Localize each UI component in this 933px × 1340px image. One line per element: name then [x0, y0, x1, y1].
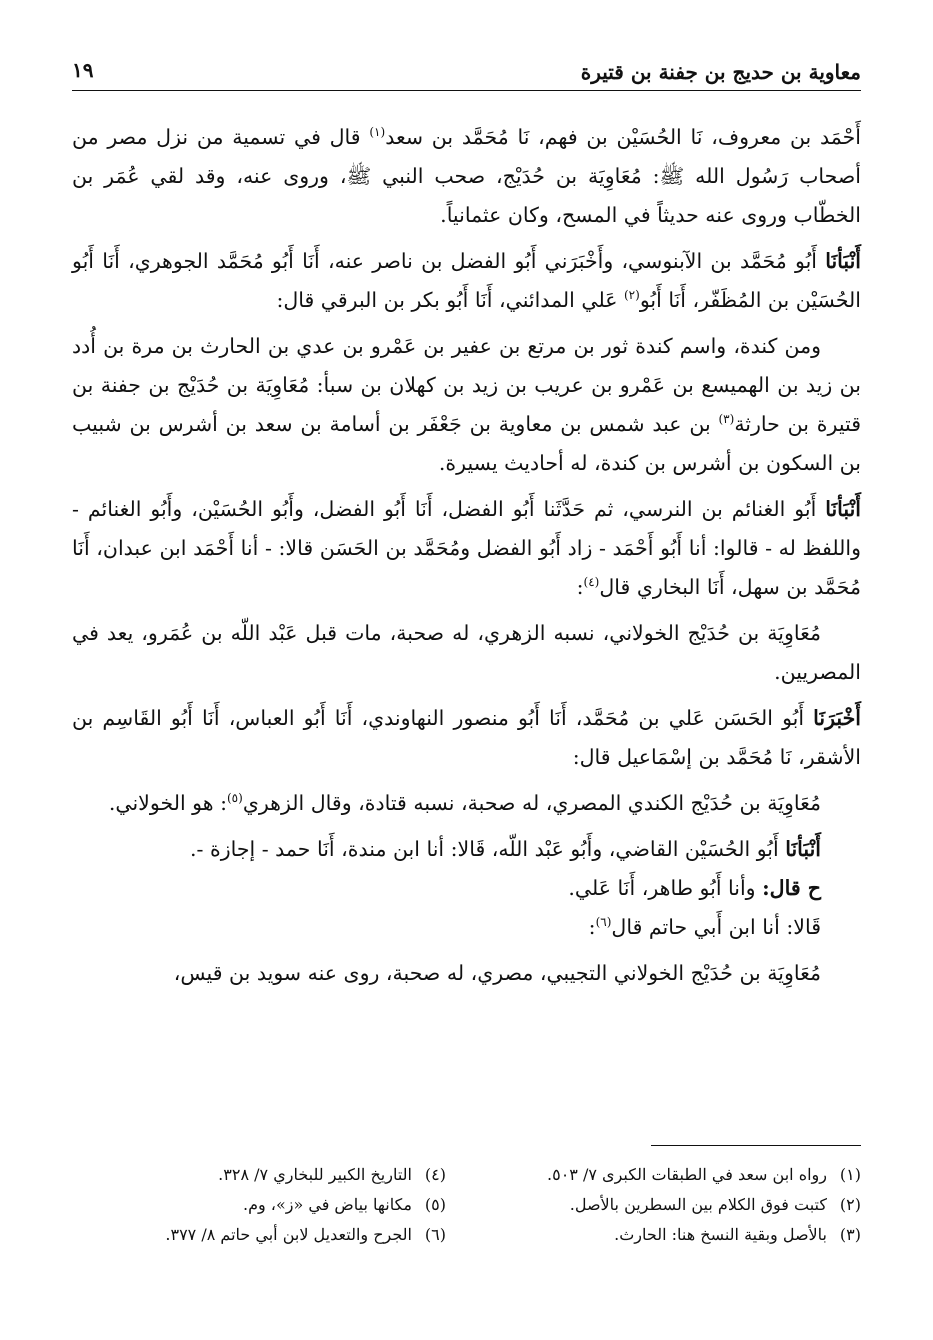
chain-keyword: ح قال:	[762, 876, 821, 900]
paragraph-text: مُعَاوِيَة بن حُدَيْج الخولاني التجيبي، مصري، له صحبة، روى عنه سويد بن قيس،	[173, 961, 821, 985]
paragraph-text-after: عَلي المدائني، أَنَا أَبُو بكر بن البرقي قال:	[276, 288, 624, 312]
footnote-column-left	[56, 1160, 446, 1250]
running-header	[72, 56, 861, 91]
paragraph	[72, 784, 861, 823]
paragraph-text: أَحْمَد بن معروف، نَا الحُسَيْن بن فهم، نَا مُحَمَّد بن سعد	[385, 125, 862, 149]
paragraph-text: أَبُو مُحَمَّد بن الآبنوسي، وأَخْبَرَني أَبُو الفضل بن ناصر عنه، أَنَا أَبُو مُحَمَّد الجوهري، أَنَا أَبُو الحُسَيْن بن المُظَفّر، أَنَا أَبُو	[72, 249, 861, 312]
paragraph	[72, 954, 861, 993]
footnote-number: (٣)	[839, 1225, 861, 1244]
paragraph-text: ومن كندة، واسم كندة ثور بن مرتع بن عفير بن عَمْرو بن عدي بن الحارث بن مرة بن أُدد بن زيد بن الهميسع بن عَمْرو بن عريب بن زيد بن كهلان بن سبأ: مُعَاوِيَة بن حُدَيْج بن جفنة بن قتيرة بن حارثة	[72, 334, 861, 436]
footnote-ref: (٤)	[583, 575, 600, 590]
footnote-number: (٥)	[424, 1195, 446, 1214]
footnote-text: مكانها بياض في «ز»، وم.	[243, 1195, 412, 1214]
footnote-ref: (٦)	[595, 915, 612, 930]
chain-keyword: أَنْبَأنَا	[825, 497, 861, 521]
footnote-ref: (١)	[369, 125, 386, 140]
footnote-column-right	[471, 1160, 861, 1250]
footnote-text: كتبت فوق الكلام بين السطرين بالأصل.	[569, 1195, 827, 1214]
footnote-item	[56, 1220, 446, 1250]
paragraph-text-after: : هو الخولاني.	[108, 791, 227, 815]
paragraph-text: قَالا: أنا ابن أَبي حاتم قال	[611, 915, 821, 939]
paragraph	[72, 242, 861, 320]
footnote-text: الجرح والتعديل لابن أبي حاتم ٨/ ٣٧٧.	[165, 1225, 412, 1244]
footnote-item	[471, 1160, 861, 1190]
footnote-number: (١)	[839, 1165, 861, 1184]
chain-keyword: أَنْبَأنَا	[785, 837, 821, 861]
paragraph-text-after: :	[588, 915, 596, 939]
footnote-item	[56, 1160, 446, 1190]
footnote-item	[56, 1190, 446, 1220]
footnote-number: (٢)	[839, 1195, 861, 1214]
footnote-text: التاريخ الكبير للبخاري ٧/ ٣٢٨.	[218, 1165, 412, 1184]
paragraph-text-after: قال في تسمية من نزل مصر من أصحاب رَسُول الله ﷺ: مُعَاوِيَة بن حُدَيْج، صحب النبي ﷺ، وروى عنه، وقد لقي عُمَر بن الخطّاب وروى عنه حديثاً في المسح، وكان عثمانياً.	[72, 125, 861, 227]
running-title: معاوية بن حديج بن جفنة بن قتيرة	[580, 60, 861, 84]
chain-keyword: أَخْبَرَنَا	[813, 706, 861, 730]
page-number: ١٩	[72, 58, 94, 82]
footnote-number: (٦)	[424, 1225, 446, 1244]
paragraph-text-after: بن عبد شمس بن معاوية بن جَعْفَر بن أسامة بن سعد بن أشرس بن شبيب بن السكون بن أشرس بن كندة، له أحاديث يسيرة.	[72, 412, 861, 475]
paragraph	[72, 490, 861, 607]
paragraph	[72, 830, 861, 869]
footnote-ref: (٢)	[623, 288, 640, 303]
paragraph	[72, 118, 861, 235]
chain-keyword: أَنْبَأنَا	[825, 249, 861, 273]
footnote-number: (٤)	[424, 1165, 446, 1184]
main-text	[72, 118, 861, 1000]
footnote-ref: (٥)	[226, 791, 243, 806]
paragraph-text: أَبُو الحُسَيْن القاضي، وأَبُو عَبْد اللّه، قَالا: أنا ابن مندة، أَنَا حمد - إجازة -.	[190, 837, 786, 861]
paragraph	[72, 869, 861, 908]
paragraph	[72, 614, 861, 692]
paragraph-text-after: :	[576, 575, 584, 599]
paragraph	[72, 908, 861, 947]
footnote-item	[471, 1220, 861, 1250]
paragraph-text: أَبُو الحَسَن عَلي بن مُحَمَّد، أَنَا أَبُو منصور النهاوندي، أَنَا أَبُو العباس، أَنَا أَبُو القَاسِم بن الأشقر، نَا مُحَمَّد بن إسْمَاعيل قال:	[72, 706, 861, 769]
footnote-ref: (٣)	[718, 412, 735, 427]
footnote-text: رواه ابن سعد في الطبقات الكبرى ٧/ ٥٠٣.	[547, 1165, 827, 1184]
paragraph-text: مُعَاوِيَة بن حُدَيْج الكندي المصري، له صحبة، نسبه قتادة، وقال الزهري	[242, 791, 821, 815]
footnote-text: بالأصل وبقية النسخ هنا: الحارث.	[614, 1225, 827, 1244]
paragraph	[72, 327, 861, 483]
paragraph	[72, 699, 861, 777]
footnote-divider	[651, 1145, 861, 1146]
footnote-item	[471, 1190, 861, 1220]
paragraph-text: أَبُو الغنائم بن النرسي، ثم حَدَّثَنا أَبُو الفضل، أَنَا أَبُو الفضل، وأَبُو الحُسَيْن، وأَبُو الغنائم - واللفظ له - قالوا: أنا أَبُو أَحْمَد - زاد أَبُو الفضل ومُحَمَّد بن الحَسَن قالا: - أنا أَحْمَد ابن عبدان، أَنَا مُحَمَّد بن سهل، أَنَا البخاري قال	[72, 497, 861, 599]
paragraph-text: وأنا أَبُو طاهر، أَنَا عَلي.	[568, 876, 763, 900]
paragraph-text: مُعَاوِيَة بن حُدَيْج الخولاني، نسبه الزهري، له صحبة، مات قبل عَبْد اللّه بن عُمَرو، يعد في المصريين.	[72, 621, 861, 684]
